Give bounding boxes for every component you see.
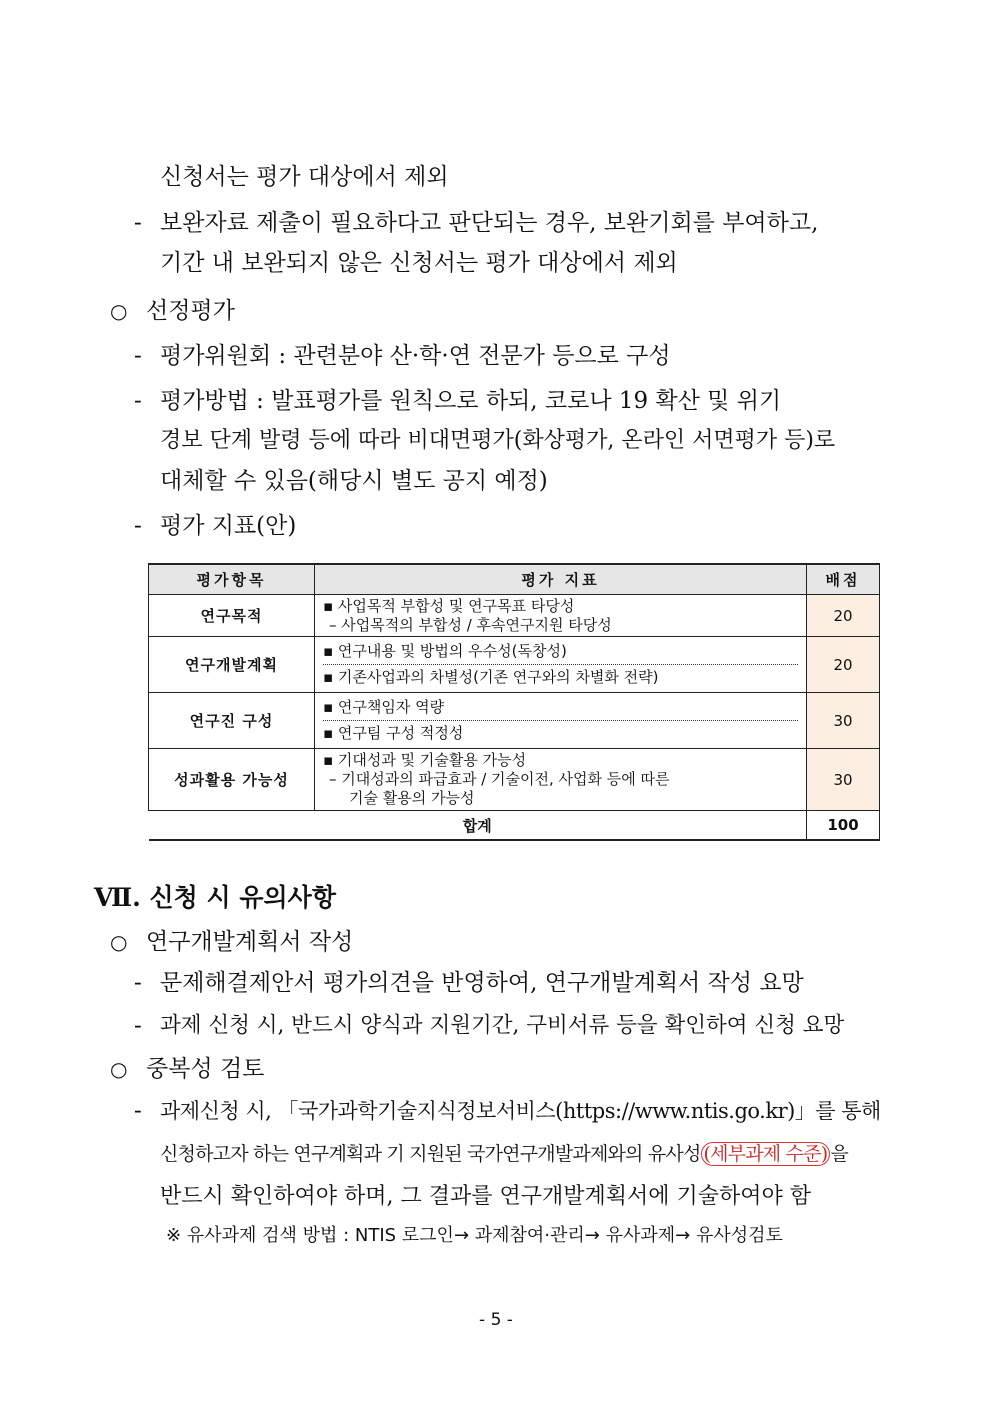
text-line: 경보 단계 발령 등에 따라 비대면평가(화상평가, 온라인 서면평가 등)로 — [160, 428, 836, 453]
indicator-item: ▪ 연구팀 구성 적정성 — [323, 720, 798, 743]
indicator-item: ▪ 기대성과 및 기술활용 가능성 — [323, 751, 527, 769]
dash-bullet: - — [134, 210, 142, 236]
table-header: 평가항목 — [149, 564, 315, 595]
dash-bullet: - — [134, 970, 142, 996]
table-row — [149, 693, 880, 749]
text-line: 대체할 수 있음(해당시 별도 공지 예정) — [160, 468, 548, 494]
circle-bullet: ○ — [110, 930, 128, 954]
highlighted-text: (세부과제 수준) — [701, 1142, 831, 1166]
bullet-heading: 선정평가 — [146, 298, 235, 324]
table-row — [149, 637, 880, 693]
category-cell: 연구목적 — [149, 595, 315, 637]
text-line: 보완자료 제출이 필요하다고 판단되는 경우, 보완기회를 부여하고, — [160, 210, 819, 236]
points-cell: 20 — [807, 595, 880, 637]
total-label: 합계 — [149, 811, 807, 841]
table-row — [149, 749, 880, 811]
text-line: 신청서는 평가 대상에서 제외 — [160, 164, 449, 190]
indicator-item: ▪ 사업목적 부합성 및 연구목표 타당성 — [323, 596, 575, 615]
category-cell: 성과활용 가능성 — [149, 749, 315, 811]
category-cell: 연구개발계획 — [149, 637, 315, 693]
indicator-subitem: – 기대성과의 파급효과 / 기술이전, 사업화 등에 따른 — [329, 770, 670, 788]
dash-bullet: - — [134, 1013, 142, 1039]
text-line: 평가방법 : 발표평가를 원칙으로 하되, 코로나 19 확산 및 위기 — [160, 388, 782, 414]
text-line: 평가위원회 : 관련분야 산·학·연 전문가 등으로 구성 — [160, 343, 671, 369]
total-points: 100 — [807, 811, 880, 841]
page-number: - 5 - — [479, 1310, 513, 1330]
indicator-cell — [315, 637, 807, 693]
text-line: 과제신청 시, 「국가과학기술지식정보서비스(https://www.ntis.go.kr)」를 통해 — [160, 1099, 881, 1123]
indicator-cell — [315, 749, 807, 811]
points-cell: 30 — [807, 693, 880, 749]
text-segment: 을 — [830, 1143, 848, 1165]
table-header: 배점 — [807, 564, 880, 595]
section-title: Ⅶ. 신청 시 유의사항 — [94, 883, 336, 912]
evaluation-table — [148, 563, 880, 841]
indicator-item: ▪ 기존사업과의 차별성(기존 연구와의 차별화 전략) — [323, 664, 798, 687]
category-cell: 연구진 구성 — [149, 693, 315, 749]
text-line: 과제 신청 시, 반드시 양식과 지원기간, 구비서류 등을 확인하여 신청 요망 — [160, 1013, 845, 1038]
indicator-cell — [315, 693, 807, 749]
bullet-heading: 연구개발계획서 작성 — [146, 929, 354, 955]
note-line: ※ 유사과제 검색 방법 : NTIS 로그인→ 과제참여·관리→ 유사과제→ 유사성검토 — [166, 1225, 783, 1246]
text-line: 문제해결제안서 평가의견을 반영하여, 연구개발계획서 작성 요망 — [160, 970, 804, 996]
indicator-item: ▪ 연구내용 및 방법의 우수성(독창성) — [323, 642, 567, 660]
dash-bullet: - — [134, 388, 142, 414]
points-cell: 20 — [807, 637, 880, 693]
points-cell: 30 — [807, 749, 880, 811]
indicator-item: ▪ 연구책임자 역량 — [323, 698, 445, 716]
circle-bullet: ○ — [110, 1057, 128, 1081]
text-line: 기간 내 보완되지 않은 신청서는 평가 대상에서 제외 — [160, 250, 678, 276]
circle-bullet: ○ — [110, 299, 128, 323]
table-header: 평가 지표 — [315, 564, 807, 595]
indicator-subitem: 기술 활용의 가능성 — [349, 789, 475, 807]
indicator-subitem: – 사업목적의 부합성 / 후속연구지원 타당성 — [329, 615, 612, 634]
text-line — [160, 1139, 848, 1169]
text-line: 반드시 확인하여야 하며, 그 결과를 연구개발계획서에 기술하여야 함 — [160, 1184, 812, 1209]
dash-bullet: - — [134, 343, 142, 369]
indicator-cell — [315, 595, 807, 637]
text-segment: 신청하고자 하는 연구계획과 기 지원된 국가연구개발과제와의 유사성 — [160, 1143, 701, 1165]
dash-bullet: - — [134, 1098, 142, 1124]
bullet-heading: 중복성 검토 — [146, 1056, 265, 1082]
total-row — [149, 811, 880, 841]
text-line: 평가 지표(안) — [160, 513, 297, 539]
table-row — [149, 595, 880, 637]
dash-bullet: - — [134, 513, 142, 539]
